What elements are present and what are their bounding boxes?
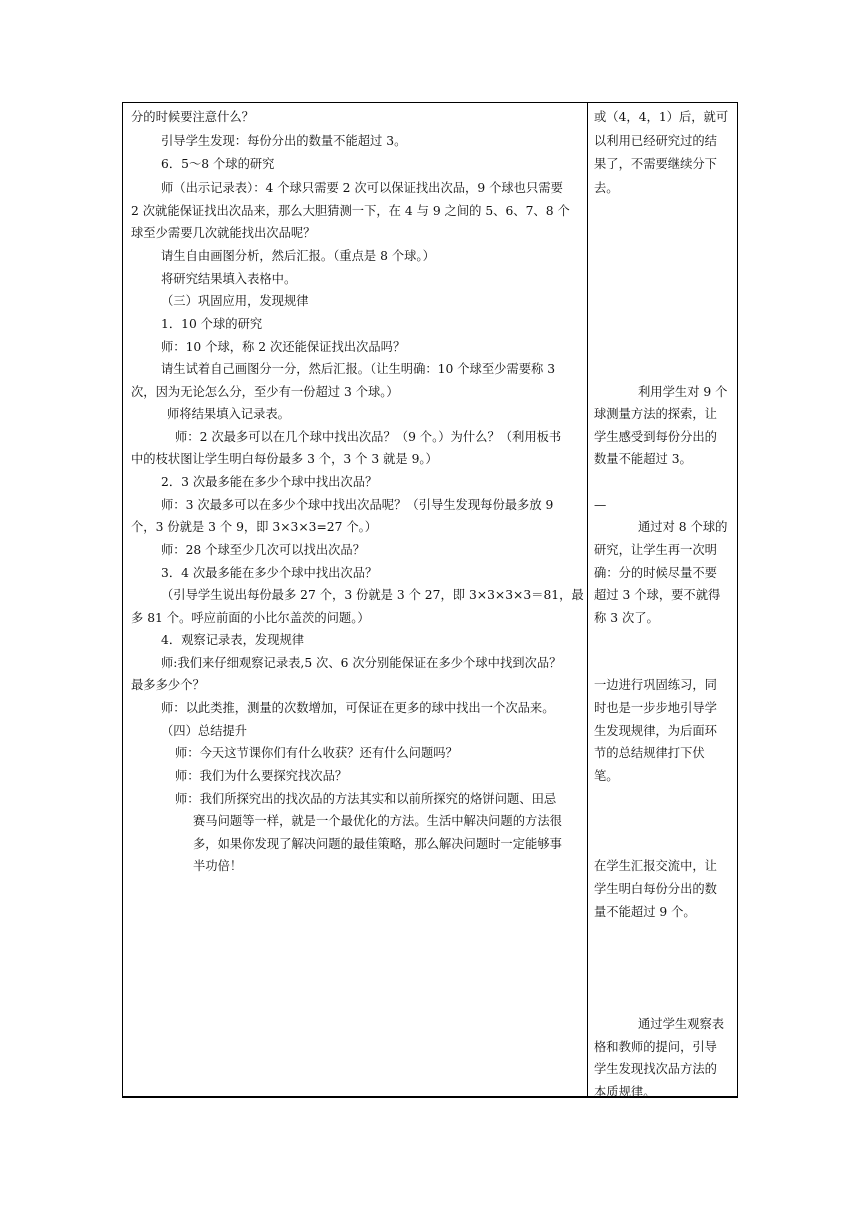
design-note-line: 超过 3 个球，要不就得	[594, 588, 721, 602]
design-note-line: 利用学生对 9 个	[638, 385, 728, 399]
lesson-text-line: 师:我们来仔细观察记录表,5 次、6 次分别能保证在多少个球中找到次品？	[161, 656, 562, 670]
design-note-line: 通过学生观察表	[638, 1017, 725, 1031]
design-note-line: 研究，让学生再一次明	[594, 543, 717, 557]
design-note-line: 生发现规律，为后面环	[594, 724, 717, 738]
design-note-line: 时也是一步步地引导学	[594, 701, 717, 715]
lesson-text-line: 师：28 个球至少几次可以找出次品？	[161, 543, 366, 557]
design-note-line: 在学生汇报交流中，让	[594, 859, 717, 873]
lesson-text-line: 师：我们为什么要探究找次品？	[175, 769, 348, 783]
lesson-text-line: 4．观察记录表，发现规律	[161, 633, 305, 647]
lesson-text-line: 师将结果填入记录表。	[167, 407, 290, 421]
lesson-text-line: 球至少需要几次就能找出次品呢？	[131, 226, 316, 240]
design-note-line: 本质规律。	[594, 1085, 656, 1099]
lesson-text-line: 引导学生发现：每份分出的数量不能超过 3。	[161, 134, 407, 148]
design-note-line: 量不能超过 9 个。	[594, 905, 696, 919]
lesson-text-line: 分的时候要注意什么？	[131, 110, 254, 124]
lesson-text-line: （引导学生说出每份最多 27 个，3 份就是 3 个 27，即 3×3×3×3＝81，最	[161, 588, 584, 602]
lesson-text-line: 请生自由画图分析，然后汇报。（重点是 8 个球。）	[161, 249, 435, 263]
lesson-text-line: 3．4 次最多能在多少个球中找出次品？	[161, 566, 378, 580]
design-note-line: 学生发现找次品方法的	[594, 1062, 717, 1076]
lesson-text-line: 将研究结果填入表格中。	[161, 272, 297, 286]
lesson-text-line: 2．3 次最多能在多少个球中找出次品？	[161, 475, 378, 489]
design-note-line: 数量不能超过 3。	[594, 452, 692, 466]
design-note-line: 或（4，4，1）后，就可	[594, 110, 729, 124]
design-note-line: 笔。	[594, 769, 619, 783]
design-note-line: 节的总结规律打下伏	[594, 746, 705, 760]
lesson-text-line: 师：2 次最多可以在几个球中找出次品？（9 个。）为什么？（利用板书	[175, 430, 562, 444]
lesson-text-line: 次，因为无论怎么分，至少有一份超过 3 个球。）	[131, 385, 399, 399]
lesson-text-line: 师：10 个球，称 2 次还能保证找出次品吗？	[161, 340, 406, 354]
design-note-line: 学生明白每份分出的数	[594, 882, 717, 896]
lesson-text-line: 多 81 个。呼应前面的小比尔盖茨的问题。）	[131, 611, 370, 625]
design-note-line: 以利用已经研究过的结	[594, 134, 717, 148]
design-note-line: 学生感受到每份分出的	[594, 430, 717, 444]
design-note-line: 格和教师的提问，引导	[594, 1040, 717, 1054]
design-note-line: 一边进行巩固练习，同	[594, 678, 717, 692]
column-divider	[587, 103, 588, 1096]
lesson-text-line: 师：今天这节课你们有什么收获？还有什么问题吗？	[175, 746, 458, 760]
lesson-text-line: 个，3 份就是 3 个 9，即 3×3×3=27 个。）	[131, 520, 378, 534]
lesson-text-line: 多，如果你发现了解决问题的最佳策略，那么解决问题时一定能够事	[193, 837, 562, 851]
design-note-line: 通过对 8 个球的	[638, 520, 728, 534]
design-note-line: 确：分的时候尽量不要	[594, 566, 717, 580]
lesson-text-line: 请生试着自己画图分一分，然后汇报。（让生明确：10 个球至少需要称 3	[161, 362, 556, 376]
lesson-text-line: （四）总结提升	[161, 724, 248, 738]
design-note-line: 果了，不需要继续分下	[594, 157, 717, 171]
lesson-text-line: 师（出示记录表）：4 个球只需要 2 次可以保证找出次品，9 个球也只需要	[161, 181, 563, 195]
lesson-text-line: 赛马问题等一样，就是一个最优化的方法。生活中解决问题的方法很	[193, 814, 562, 828]
lesson-text-line: 6．5～8 个球的研究	[161, 157, 275, 171]
lesson-text-line: 中的枝状图让学生明白每份最多 3 个，3 个 3 就是 9。）	[131, 452, 438, 466]
lesson-text-line: （三）巩固应用，发现规律	[161, 294, 309, 308]
lesson-text-line: 2 次就能保证找出次品来，那么大胆猜测一下，在 4 与 9 之间的 5、6、7、8 个	[131, 204, 570, 218]
design-note-line: 球测量方法的探索，让	[594, 407, 717, 421]
lesson-text-line: 1．10 个球的研究	[161, 317, 263, 331]
lesson-text-line: 师：3 次最多可以在多少个球中找出次品呢？（引导生发现每份最多放 9	[161, 498, 554, 512]
lesson-plan-table	[122, 102, 738, 1098]
lesson-text-line: 半功倍！	[193, 859, 243, 873]
design-note-line: 去。	[594, 181, 619, 195]
lesson-text-line: 师：我们所探究出的找次品的方法其实和以前所探究的烙饼问题、田忌	[175, 792, 557, 806]
design-note-line: —	[594, 498, 607, 512]
lesson-text-line: 师：以此类推，测量的次数增加，可保证在更多的球中找出一个次品来。	[161, 701, 555, 715]
design-note-line: 称 3 次了。	[594, 611, 659, 625]
lesson-text-line: 最多多少个？	[131, 678, 205, 692]
